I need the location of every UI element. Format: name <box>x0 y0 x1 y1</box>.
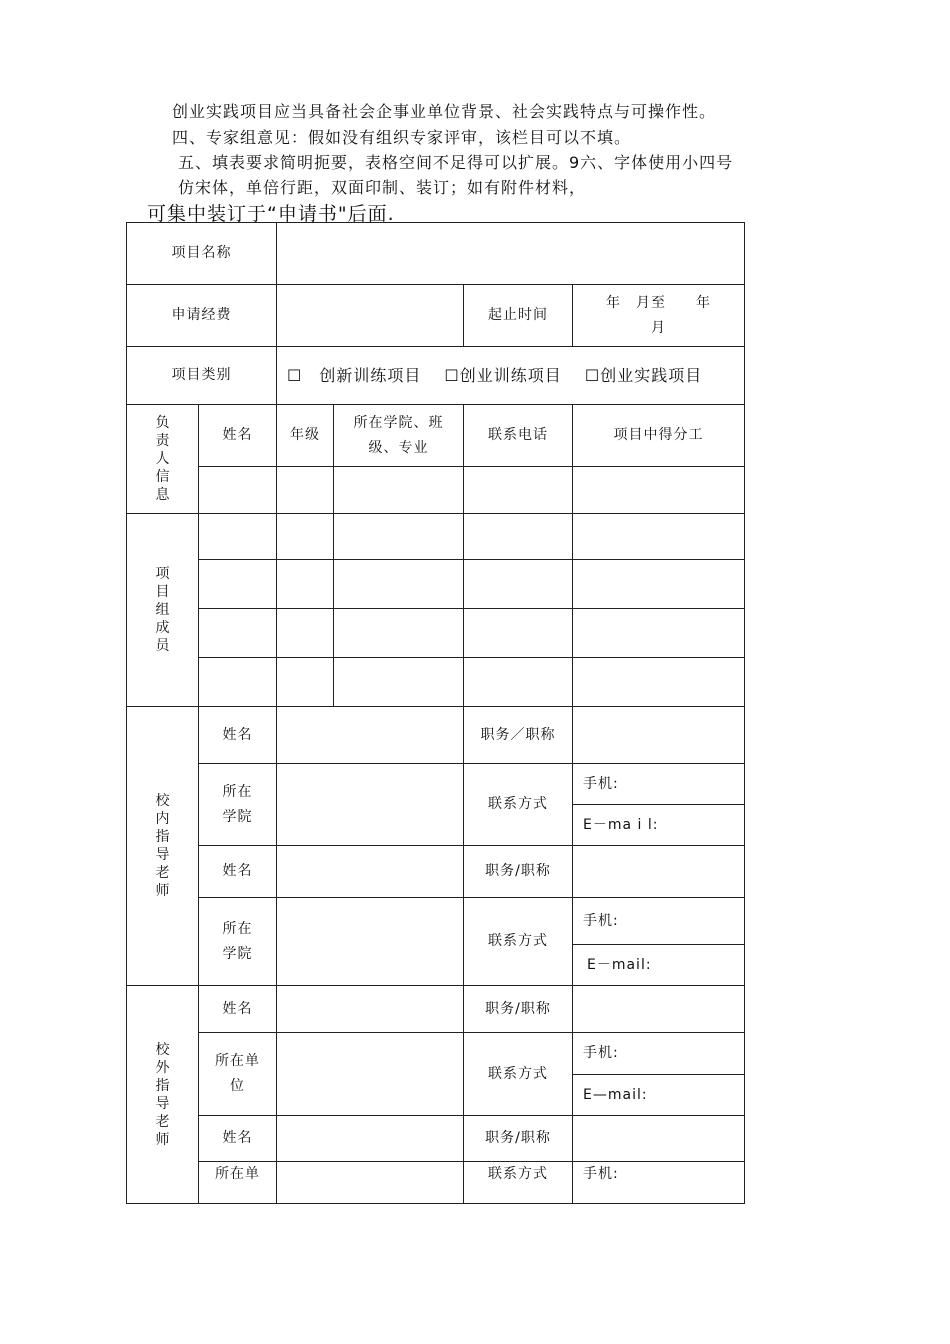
inner-advisor-1-name-field[interactable] <box>277 707 464 764</box>
category-options[interactable]: ☐ 创新训练项目 ☐创业训练项目 ☐创业实践项目 <box>277 347 745 405</box>
project-name-label: 项目名称 <box>127 223 277 285</box>
outer-advisor-2-mobile-field[interactable]: 手机: <box>573 1162 745 1204</box>
inner-advisor-section-label <box>127 707 199 986</box>
inner-advisor-2-name-field[interactable] <box>277 846 464 898</box>
outer-advisor-2-name-field[interactable] <box>277 1116 464 1162</box>
inner-advisor-1-college-text: 所在学院 <box>222 783 253 825</box>
col-phone-header: 联系电话 <box>464 405 573 467</box>
outer-advisor-2-title-field[interactable] <box>573 1116 745 1162</box>
outer-advisor-1-unit-text: 所在单位 <box>215 1053 260 1094</box>
outer-advisor-2-name-label: 姓名 <box>199 1116 277 1162</box>
member-3-phone[interactable] <box>464 609 573 658</box>
outer-advisor-1-mobile-field[interactable]: 手机: <box>573 1033 745 1075</box>
inner-advisor-2-contact-label: 联系方式 <box>464 898 573 986</box>
project-name-field[interactable] <box>277 223 745 285</box>
outer-advisor-section-label <box>127 986 199 1204</box>
category-label: 项目类别 <box>127 347 277 405</box>
member-1-phone[interactable] <box>464 514 573 560</box>
funding-label: 申请经费 <box>127 285 277 347</box>
member-4-name[interactable] <box>199 658 277 707</box>
col-role-header: 项目中得分工 <box>573 405 745 467</box>
outer-advisor-2-contact-label: 联系方式 <box>464 1162 573 1204</box>
member-2-role[interactable] <box>573 560 745 609</box>
inner-advisor-1-title-label: 职务／职称 <box>464 707 573 764</box>
member-3-name[interactable] <box>199 609 277 658</box>
leader-section-text: 负责人信息 <box>155 415 171 503</box>
leader-role-field[interactable] <box>573 467 745 514</box>
members-section-label <box>127 514 199 707</box>
outer-advisor-1-title-label: 职务/职称 <box>464 986 573 1033</box>
member-2-grade[interactable] <box>277 560 334 609</box>
instruction-line-1: 创业实践项目应当具备社会企事业单位背景、社会实践特点与可操作性。 <box>172 102 717 121</box>
inner-advisor-2-title-label: 职务/职称 <box>464 846 573 898</box>
period-label: 起止时间 <box>464 285 573 347</box>
inner-advisor-1-title-field[interactable] <box>573 707 745 764</box>
leader-name-field[interactable] <box>199 467 277 514</box>
col-college-header: 所在学院、班级、专业 <box>334 405 464 467</box>
outer-advisor-1-name-label: 姓名 <box>199 986 277 1033</box>
member-1-college[interactable] <box>334 514 464 560</box>
member-2-name[interactable] <box>199 560 277 609</box>
leader-college-field[interactable] <box>334 467 464 514</box>
instruction-line-4: 仿宋体，单倍行距，双面印制、装订；如有附件材料， <box>178 178 587 197</box>
inner-advisor-2-college-label <box>199 898 277 986</box>
period-field[interactable] <box>573 285 745 347</box>
member-1-name[interactable] <box>199 514 277 560</box>
inner-advisor-1-contact-label: 联系方式 <box>464 764 573 846</box>
outer-advisor-1-unit-label <box>199 1033 277 1116</box>
outer-advisor-1-name-field[interactable] <box>277 986 464 1033</box>
member-4-college[interactable] <box>334 658 464 707</box>
inner-advisor-2-name-label: 姓名 <box>199 846 277 898</box>
period-value-line1: 年 月至 年 <box>606 294 711 311</box>
member-2-college[interactable] <box>334 560 464 609</box>
inner-advisor-2-college-field[interactable] <box>277 898 464 986</box>
period-value-line2: 月 <box>651 319 666 336</box>
inner-advisor-section-text: 校内指导老师 <box>155 793 171 899</box>
col-name-header: 姓名 <box>199 405 277 467</box>
col-grade-header: 年级 <box>277 405 334 467</box>
inner-advisor-1-college-label <box>199 764 277 846</box>
inner-advisor-1-college-field[interactable] <box>277 764 464 846</box>
member-4-grade[interactable] <box>277 658 334 707</box>
leader-grade-field[interactable] <box>277 467 334 514</box>
member-4-role[interactable] <box>573 658 745 707</box>
inner-advisor-2-college-text: 所在学院 <box>222 920 253 962</box>
instruction-line-3: 五、填表要求简明扼要，表格空间不足得可以扩展。9六、字体使用小四号 <box>178 153 734 172</box>
inner-advisor-2-title-field[interactable] <box>573 846 745 898</box>
members-section-text: 项目组成员 <box>155 566 171 654</box>
member-3-college[interactable] <box>334 609 464 658</box>
outer-advisor-2-title-label: 职务/职称 <box>464 1116 573 1162</box>
member-3-role[interactable] <box>573 609 745 658</box>
outer-advisor-1-unit-field[interactable] <box>277 1033 464 1116</box>
outer-advisor-2-unit-field[interactable] <box>277 1162 464 1204</box>
member-1-grade[interactable] <box>277 514 334 560</box>
inner-advisor-2-email-field[interactable]: E－mail: <box>573 945 745 986</box>
instruction-line-5: 可集中装订于“申请书"后面. <box>147 203 395 225</box>
inner-advisor-1-name-label: 姓名 <box>199 707 277 764</box>
instruction-line-2: 四、专家组意见：假如没有组织专家评审，该栏目可以不填。 <box>172 128 632 147</box>
outer-advisor-section-text: 校外指导老师 <box>155 1041 171 1148</box>
inner-advisor-1-email-field[interactable]: E－ma i l: <box>573 805 745 846</box>
outer-advisor-1-email-field[interactable]: E—mail: <box>573 1075 745 1116</box>
application-form-table <box>126 222 745 1204</box>
outer-advisor-1-contact-label: 联系方式 <box>464 1033 573 1116</box>
member-3-grade[interactable] <box>277 609 334 658</box>
member-2-phone[interactable] <box>464 560 573 609</box>
outer-advisor-2-unit-label: 所在单 <box>199 1162 277 1204</box>
leader-phone-field[interactable] <box>464 467 573 514</box>
inner-advisor-2-mobile-field[interactable]: 手机: <box>573 898 745 945</box>
funding-field[interactable] <box>277 285 464 347</box>
outer-advisor-1-title-field[interactable] <box>573 986 745 1033</box>
inner-advisor-1-mobile-field[interactable]: 手机: <box>573 764 745 805</box>
member-1-role[interactable] <box>573 514 745 560</box>
member-4-phone[interactable] <box>464 658 573 707</box>
leader-section-label <box>127 405 199 514</box>
